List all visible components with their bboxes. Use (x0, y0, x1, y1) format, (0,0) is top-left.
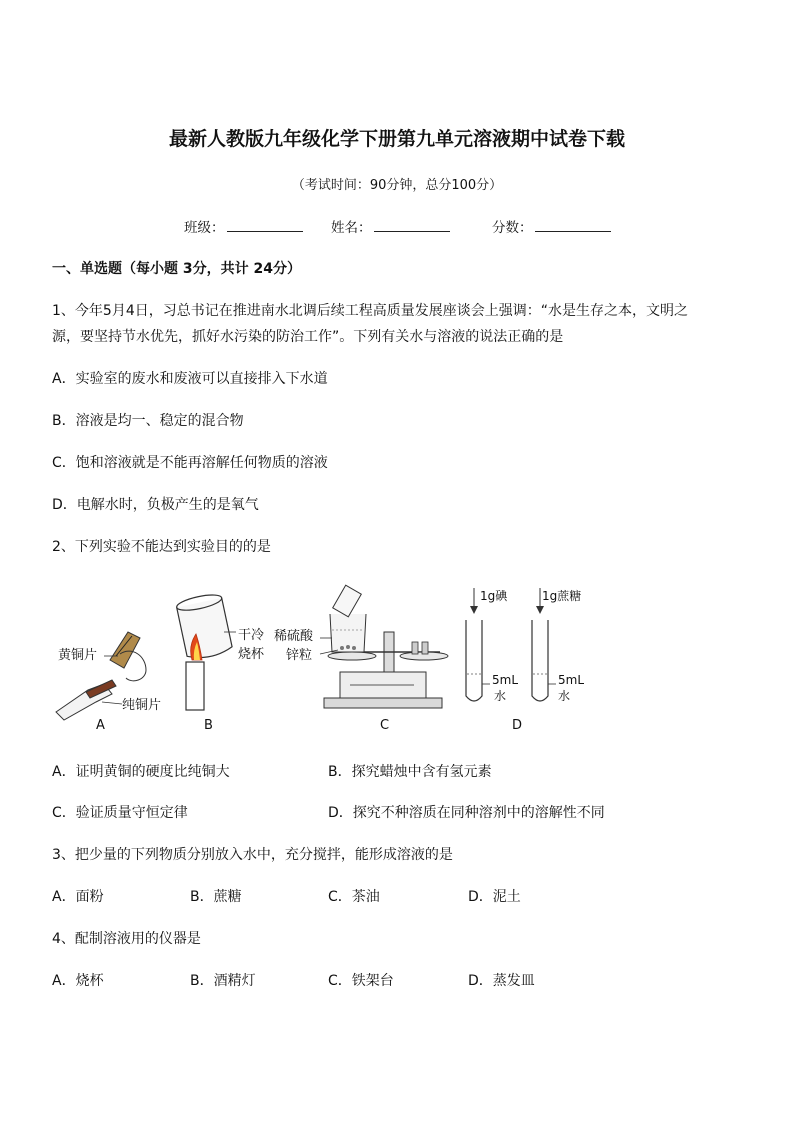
score-blank[interactable] (535, 219, 611, 232)
label-a-brass: 黄铜片 (58, 648, 98, 663)
q1-option-a[interactable]: A．实验室的废水和废液可以直接排入下水道 (52, 371, 328, 387)
letter-d: D (512, 718, 523, 733)
q2-option-b[interactable]: B．探究蜡烛中含有氢元素 (328, 764, 492, 780)
q4-option-a[interactable]: A．烧杯 (52, 973, 104, 989)
label-c-zinc: 锌粒 (286, 648, 313, 663)
q3-option-a[interactable]: A．面粉 (52, 889, 104, 905)
label-c-acid: 稀硫酸 (274, 629, 314, 644)
q1-stem-line2: 源，要坚持节水优先，抓好水污染的防治工作”。下列有关水与溶液的说法正确的是 (52, 329, 564, 345)
q1-option-d[interactable]: D．电解水时，负极产生的是氧气 (52, 497, 259, 513)
figure-c (274, 585, 448, 733)
q3-stem: 3、把少量的下列物质分别放入水中，充分搅拌，能形成溶液的是 (52, 847, 453, 863)
weight-2 (422, 642, 428, 654)
section-heading: 一、单选题（每小题 3分，共计 24分） (52, 261, 301, 277)
figure-d (466, 588, 584, 733)
exam-title: 最新人教版九年级化学下册第九单元溶液期中试卷下载 (168, 128, 625, 150)
candle (186, 662, 204, 710)
q1-option-c[interactable]: C．饱和溶液就是不能再溶解任何物质的溶液 (52, 455, 328, 471)
label-b-beaker: 烧杯 (238, 647, 265, 662)
q2-option-c[interactable]: C．验证质量守恒定律 (52, 805, 188, 821)
label-b-dry: 干冷 (238, 628, 265, 643)
figure-a (56, 632, 161, 733)
name-label: 姓名： (331, 220, 372, 236)
q2-option-d[interactable]: D．探究不种溶质在同种溶剂中的溶解性不同 (328, 805, 605, 821)
q2-option-a[interactable]: A．证明黄铜的硬度比纯铜大 (52, 764, 230, 780)
label-d-vol2: 5mL (558, 673, 585, 687)
name-blank[interactable] (374, 219, 450, 232)
brass-plate (110, 632, 140, 668)
test-tube-1 (466, 620, 482, 701)
label-a-copper: 纯铜片 (122, 698, 162, 713)
q3-option-d[interactable]: D．泥土 (468, 889, 521, 905)
q1-stem-line1: 1、今年5月4日，习总书记在推进南水北调后续工程高质量发展座谈会上强调：“水是生存之本，文明之 (52, 303, 688, 319)
label-d-vol1: 5mL (492, 673, 519, 687)
letter-a: A (96, 718, 105, 733)
experiment-figure (0, 580, 794, 740)
letter-c: C (380, 718, 390, 733)
label-d-water2: 水 (558, 689, 571, 703)
label-d-iodine: 1g碘 (480, 589, 508, 603)
q4-option-d[interactable]: D．蒸发皿 (468, 973, 535, 989)
name-field (331, 216, 450, 236)
figure-b (175, 592, 265, 733)
test-tube-2 (532, 620, 548, 701)
balance-base (324, 698, 442, 708)
exam-subtitle: （考试时间：90分钟，总分100分） (291, 178, 503, 193)
class-blank[interactable] (227, 219, 303, 232)
q3-option-c[interactable]: C．茶油 (328, 889, 380, 905)
q4-option-b[interactable]: B．酒精灯 (190, 973, 256, 989)
q2-stem: 2、下列实验不能达到实验目的的是 (52, 539, 271, 555)
acid-tube (333, 585, 362, 617)
q4-stem: 4、配制溶液用的仪器是 (52, 931, 201, 947)
class-label: 班级： (184, 220, 225, 236)
weight-1 (412, 642, 418, 654)
q4-option-c[interactable]: C．铁架台 (328, 973, 394, 989)
letter-b: B (204, 718, 213, 733)
score-label: 分数： (492, 220, 533, 236)
label-d-sugar: 1g蔗糖 (542, 589, 582, 603)
class-field (184, 216, 303, 236)
label-d-water1: 水 (494, 689, 507, 703)
left-pan (328, 652, 376, 660)
q1-option-b[interactable]: B．溶液是均一、稳定的混合物 (52, 413, 244, 429)
score-field (492, 216, 611, 236)
q3-option-b[interactable]: B．蔗糖 (190, 889, 242, 905)
